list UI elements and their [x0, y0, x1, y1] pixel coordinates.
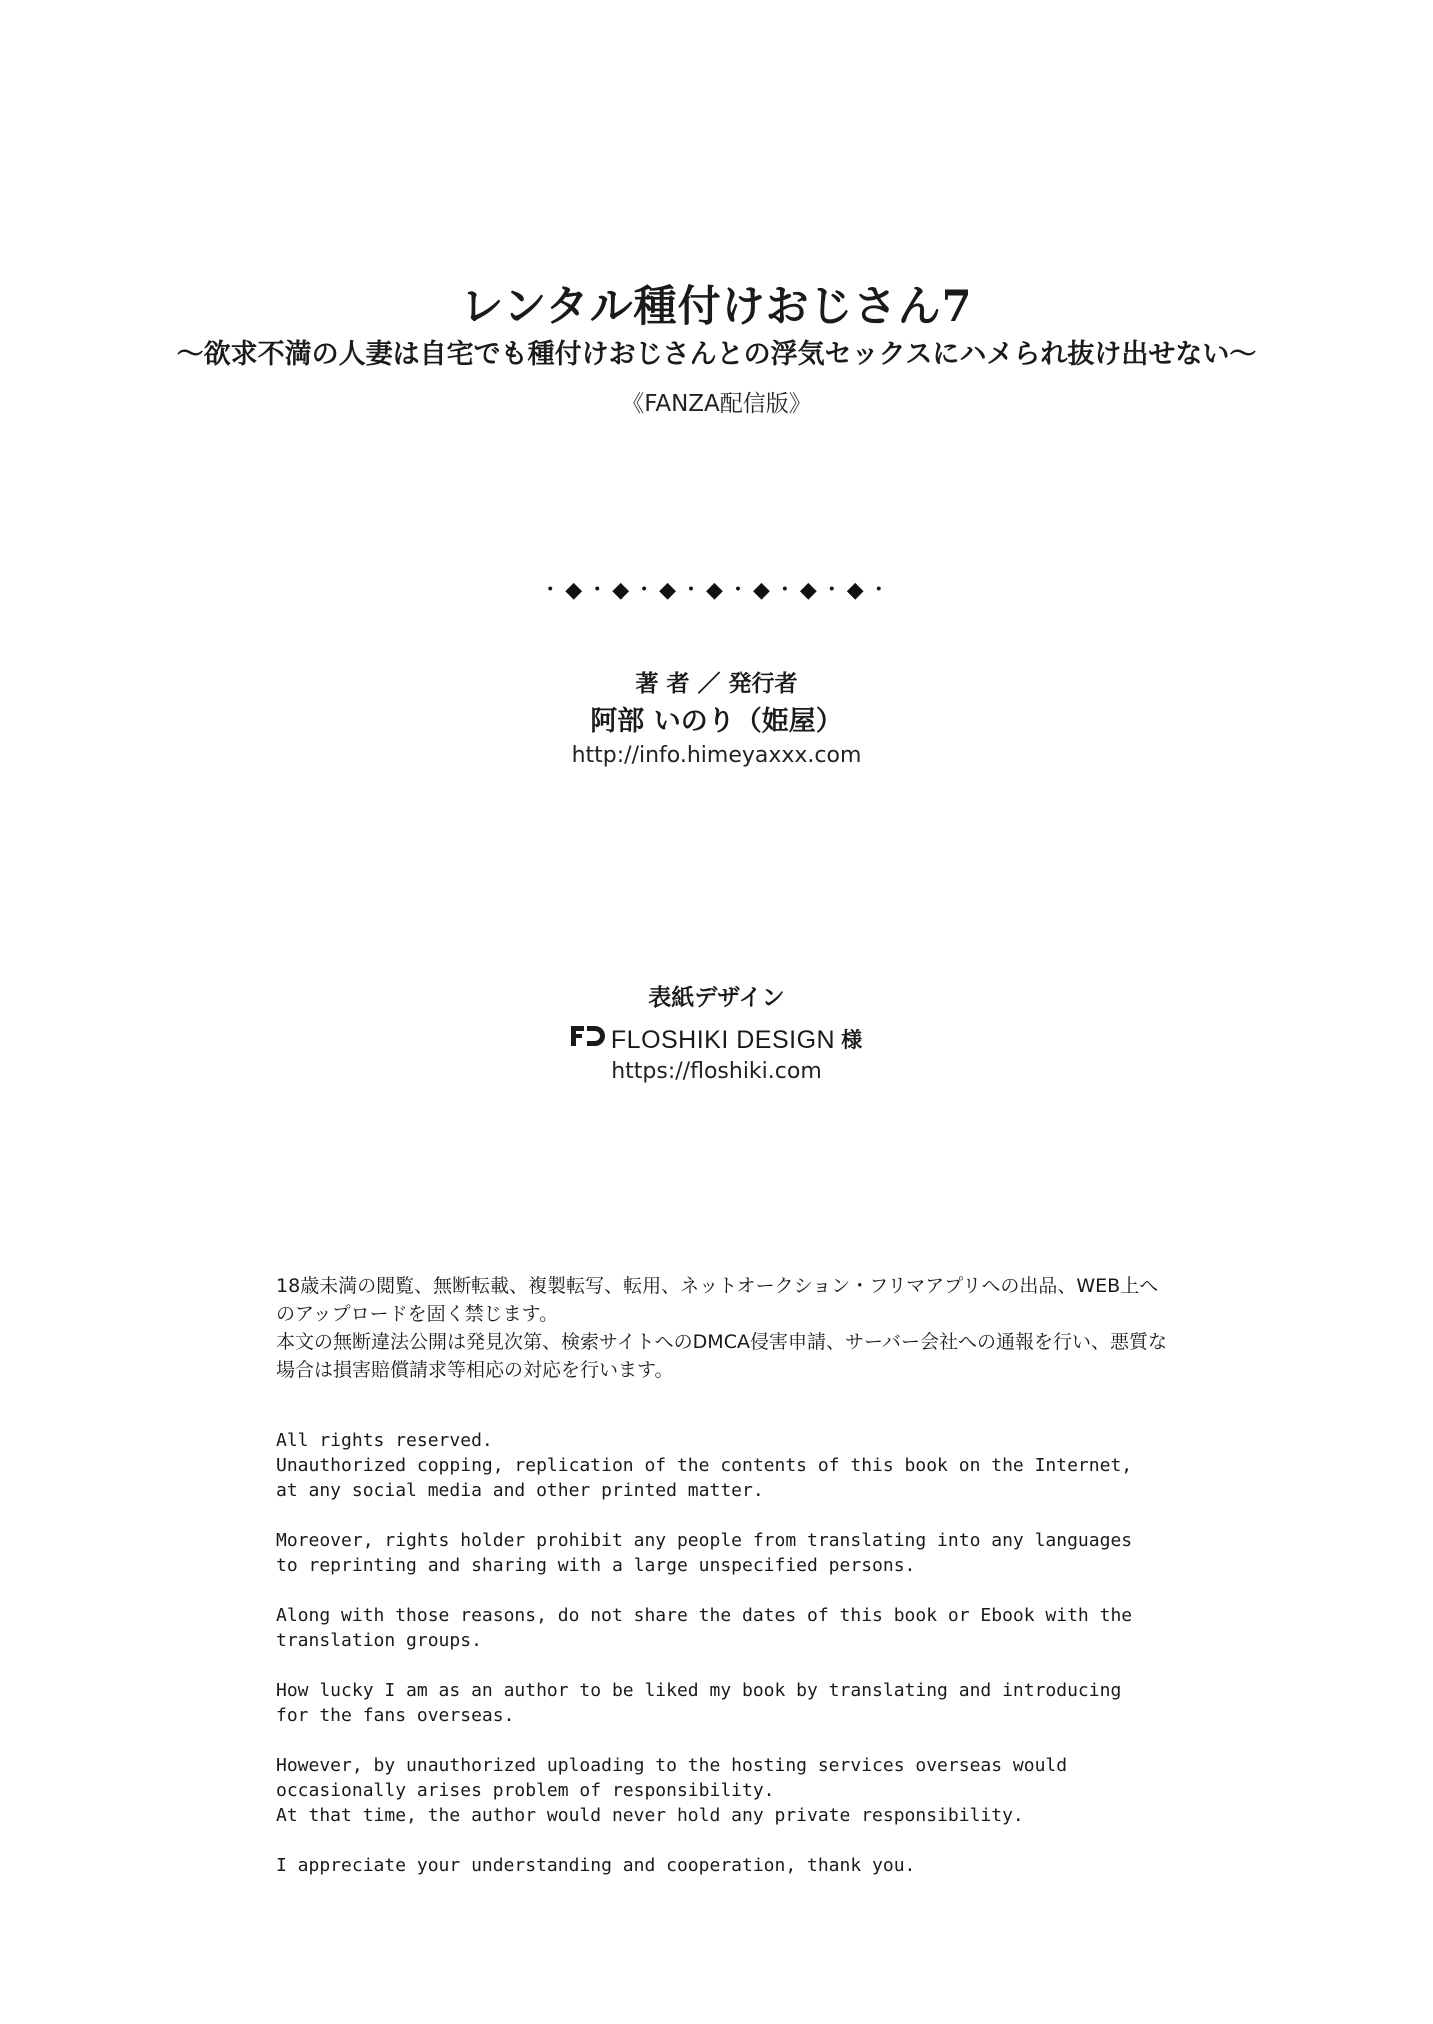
japanese-notice	[276, 1272, 1176, 1384]
diamond-divider: ・◆・◆・◆・◆・◆・◆・◆・	[539, 578, 894, 603]
book-subtitle: 〜欲求不満の人妻は自宅でも種付けおじさんとの浮気セックスにハメられ抜け出せない〜	[176, 339, 1257, 370]
notice-en-paragraph: How lucky I am as an author to be liked my book by translating and introducing for the fans overseas.	[276, 1680, 1122, 1726]
english-notice	[276, 1428, 1176, 1903]
floshiki-logo-icon	[571, 1023, 605, 1057]
author-publisher-label: 著 者 ／ 発行者	[635, 671, 798, 697]
designer-url: https://floshiki.com	[611, 1059, 822, 1084]
notice-en-paragraph: All rights reserved. Unauthorized copping, replication of the contents of this book on the Internet, at any social media and other printed matter.	[276, 1430, 1133, 1501]
cover-design-label: 表紙デザイン	[648, 985, 785, 1011]
designer-honorific: 様	[841, 1028, 863, 1052]
edition-label: 《FANZA配信版》	[621, 391, 812, 417]
notice-en-paragraph: I appreciate your understanding and cooperation, thank you.	[276, 1855, 916, 1876]
notice-en-paragraph: Moreover, rights holder prohibit any people from translating into any languages to reprinting and sharing with a large unspecified persons.	[276, 1530, 1133, 1576]
notice-jp-paragraph: 18歳未満の閲覧、無断転載、複製転写、転用、ネットオークション・フリマアプリへの出品、WEB上へのアップロードを固く禁じます。	[276, 1275, 1159, 1325]
notice-en-paragraph: Along with those reasons, do not share the dates of this book or Ebook with the translation groups.	[276, 1605, 1133, 1651]
author-url: http://info.himeyaxxx.com	[571, 743, 862, 768]
notice-jp-paragraph: 本文の無断違法公開は発見次第、検索サイトへのDMCA侵害申請、サーバー会社への通報を行い、悪質な場合は損害賠償請求等相応の対応を行います。	[276, 1331, 1168, 1381]
author-name: 阿部 いのり（姫屋）	[590, 706, 843, 737]
cover-designer	[0, 1022, 1433, 1057]
book-title: レンタル種付けおじさん7	[460, 282, 973, 332]
notice-en-paragraph: However, by unauthorized uploading to the hosting services overseas would occasionally arises problem of responsibility. At that time, the author would never hold any private responsibility.	[276, 1755, 1068, 1826]
designer-name: FLOSHIKI DESIGN	[610, 1026, 836, 1054]
